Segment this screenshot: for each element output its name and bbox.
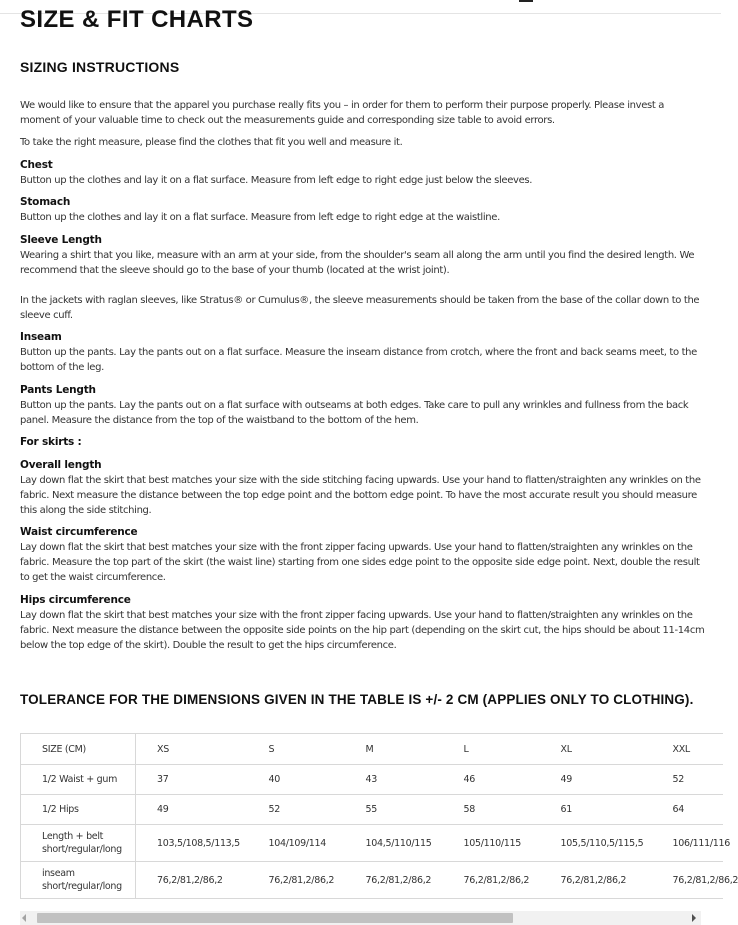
table-cell: 52 xyxy=(248,795,345,825)
pants-length-heading: Pants Length xyxy=(20,384,96,396)
header-underline-mark xyxy=(519,0,533,2)
header-cell-xl: XL xyxy=(540,734,652,765)
pants-length-text: Button up the pants. Lay the pants out on a flat surface with outseams at both edges. Take care to pull any wrinkles and fullness from the back panel. Measure the distance from the top of the waistband to the bottom of the hem. xyxy=(20,400,689,426)
table-cell: 76,2/81,2/86,2 xyxy=(345,862,443,899)
size-table-header-row xyxy=(21,734,723,765)
scroll-left-arrow-icon[interactable] xyxy=(22,914,26,922)
header-cell-xs: XS xyxy=(136,734,248,765)
hips-circumference-text: Lay down flat the skirt that best matches your size with the front zipper facing upwards. Use your hand to flatten/straighten any wrinkles on the fabric. Next measure the distance between the opposite side points on the hip part (depending on the skirt cut, the hips should be about 11-14cm below the top edge of the skirt). Double the result to get the hips circumference. xyxy=(20,610,705,651)
size-table-container xyxy=(20,733,738,911)
chest-text: Button up the clothes and lay it on a flat surface. Measure from left edge to right edge just below the sleeves. xyxy=(20,175,533,186)
table-cell: 76,2/81,2/86,2 xyxy=(540,862,652,899)
table-cell: 76,2/81,2/86,2 xyxy=(136,862,248,899)
row-label: 1/2 Hips xyxy=(21,795,136,825)
table-row xyxy=(21,795,723,825)
header-cell-xxl: XXL xyxy=(652,734,723,765)
table-horizontal-scrollbar[interactable] xyxy=(20,911,701,925)
sleeve-length-text: Wearing a shirt that you like, measure with an arm at your side, from the shoulder's seam all along the arm until you find the desired length. We recommend that the sleeve should go to the base of your thumb (located at the wrist joint). xyxy=(20,250,695,276)
row-label: Length + belt short/regular/long xyxy=(21,825,136,862)
header-cell-l: L xyxy=(443,734,540,765)
table-cell: 105/110/115 xyxy=(443,825,540,862)
scroll-right-arrow-icon[interactable] xyxy=(692,914,696,922)
row-label: 1/2 Waist + gum xyxy=(21,765,136,795)
overall-length-heading: Overall length xyxy=(20,459,102,471)
table-cell: 106/111/116 xyxy=(652,825,723,862)
row-label: inseam short/regular/long xyxy=(21,862,136,899)
stomach-heading: Stomach xyxy=(20,196,71,208)
header-cell-size: SIZE (CM) xyxy=(21,734,136,765)
sleeve-length-heading: Sleeve Length xyxy=(20,234,102,246)
page-title: SIZE & FIT CHARTS xyxy=(20,6,254,33)
table-cell: 49 xyxy=(136,795,248,825)
table-cell: 105,5/110,5/115,5 xyxy=(540,825,652,862)
sizing-instructions-title: SIZING INSTRUCTIONS xyxy=(20,59,180,75)
table-cell: 46 xyxy=(443,765,540,795)
inseam-heading: Inseam xyxy=(20,331,62,343)
raglan-sleeve-note: In the jackets with raglan sleeves, like Stratus® or Cumulus®, the sleeve measurements should be taken from the base of the collar down to the sleeve cuff. xyxy=(20,295,700,321)
stomach-text: Button up the clothes and lay it on a flat surface. Measure from left edge to right edge at the waistline. xyxy=(20,212,500,223)
table-cell: 64 xyxy=(652,795,723,825)
waist-circumference-text: Lay down flat the skirt that best matches your size with the front zipper facing upwards. Use your hand to flatten/straighten any wrinkles on the fabric. Measure the top part of the skirt (the waist line) starting from one sides edge point to the opposite side edge point. Next, double the result to get the waist circumference. xyxy=(20,542,700,583)
table-cell: 58 xyxy=(443,795,540,825)
table-row xyxy=(21,825,723,862)
table-cell: 49 xyxy=(540,765,652,795)
table-cell: 43 xyxy=(345,765,443,795)
intro-paragraph: We would like to ensure that the apparel you purchase really fits you – in order for them to perform their purpose properly. Please invest a moment of your valuable time to check out the measurements guide and corresponding size table to avoid errors. xyxy=(20,100,665,126)
tolerance-note: TOLERANCE FOR THE DIMENSIONS GIVEN IN THE TABLE IS +/- 2 CM (APPLIES ONLY TO CLOTHING). xyxy=(20,692,694,707)
waist-circumference-heading: Waist circumference xyxy=(20,526,138,538)
inseam-text: Button up the pants. Lay the pants out on a flat surface. Measure the inseam distance from crotch, where the front and back seams meet, to the bottom of the leg. xyxy=(20,347,697,373)
skirts-label: For skirts : xyxy=(20,436,82,448)
size-table xyxy=(20,733,738,899)
overall-length-text: Lay down flat the skirt that best matches your size with the side stitching facing upwards. Use your hand to flatten/straighten any wrinkles on the fabric. Next measure the distance between the top edge point and the bottom edge point. To have the most accurate result you should measure this along the side stitching. xyxy=(20,475,701,516)
header-cell-s: S xyxy=(248,734,345,765)
table-row xyxy=(21,862,723,899)
table-cell: 55 xyxy=(345,795,443,825)
table-cell: 104,5/110/115 xyxy=(345,825,443,862)
table-cell: 40 xyxy=(248,765,345,795)
hips-circumference-heading: Hips circumference xyxy=(20,594,131,606)
intro-measure-note: To take the right measure, please find the clothes that fit you well and measure it. xyxy=(20,137,403,148)
table-cell: 52 xyxy=(652,765,723,795)
table-cell: 103,5/108,5/113,5 xyxy=(136,825,248,862)
table-cell: 61 xyxy=(540,795,652,825)
table-cell: 104/109/114 xyxy=(248,825,345,862)
table-row xyxy=(21,765,723,795)
table-cell: 76,2/81,2/86,2 xyxy=(652,862,723,899)
header-cell-m: M xyxy=(345,734,443,765)
chest-heading: Chest xyxy=(20,159,53,171)
table-cell: 76,2/81,2/86,2 xyxy=(248,862,345,899)
table-cell: 37 xyxy=(136,765,248,795)
scrollbar-thumb[interactable] xyxy=(37,913,513,923)
table-cell: 76,2/81,2/86,2 xyxy=(443,862,540,899)
